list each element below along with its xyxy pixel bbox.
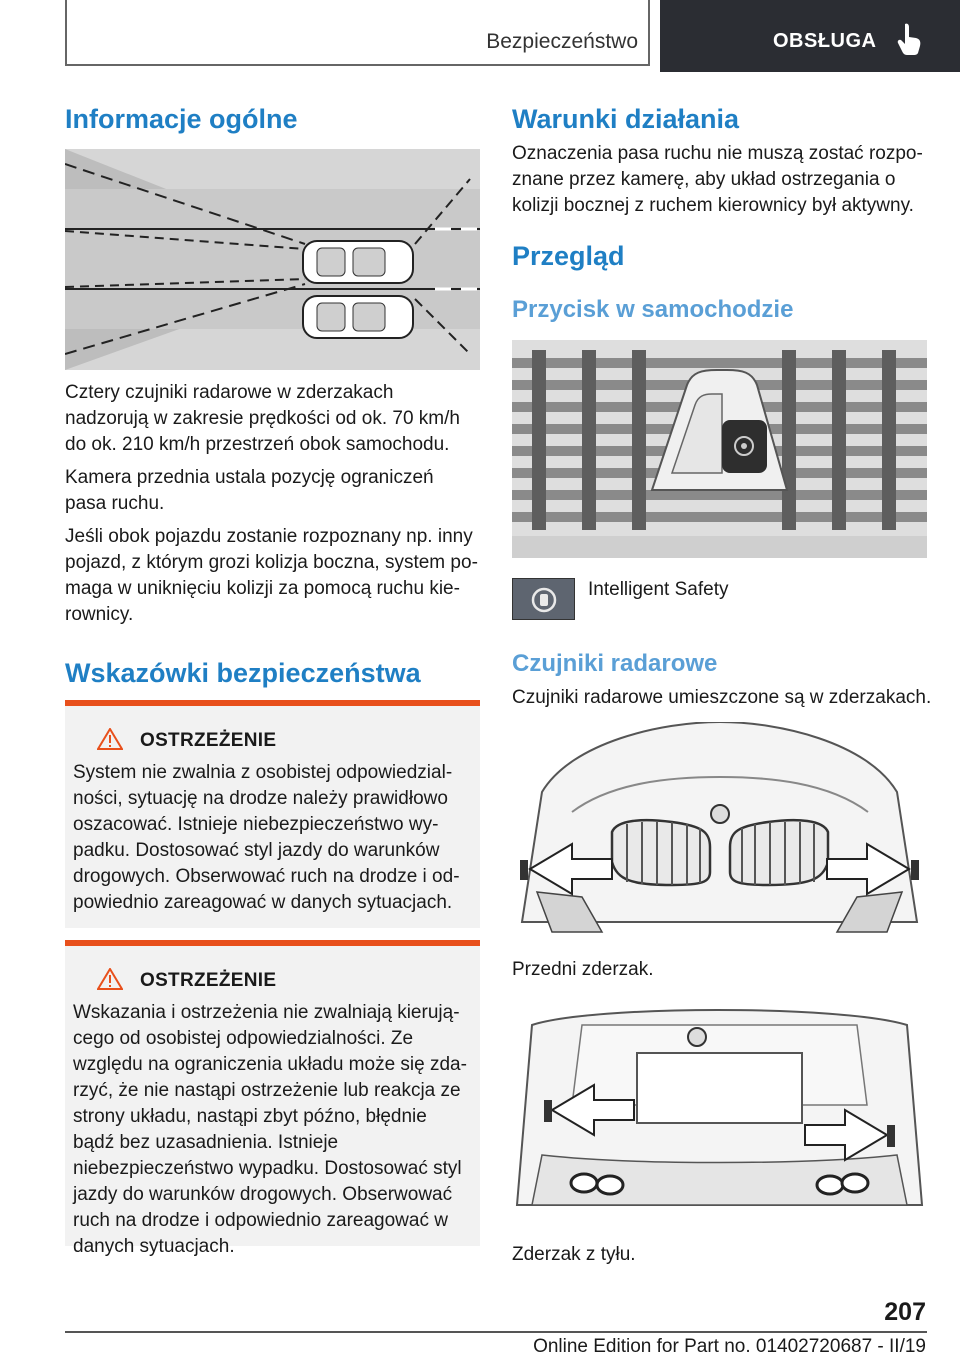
warning-box-2: [65, 940, 480, 1257]
figure-radar-coverage: [65, 149, 480, 370]
warning-text-1: System nie zwalnia z osobistej odpowiedzialności, sytuację na drodze należy prawidłowo oszacować. Istnieje niebezpieczeństwo wypadku. Dostosować styl jazdy do warunków drogowych. Obserwować ruch na drodze i odpowiednio zareagować w danych sytuacjach.: [73, 762, 460, 913]
caption-front-bumper: Przedni zderzak.: [512, 959, 654, 980]
heading-general-info: Informacje ogólne: [65, 104, 298, 134]
pointing-hand-icon: [897, 22, 923, 56]
caption-rear-bumper: Zderzak z tyłu.: [512, 1244, 636, 1265]
figure-rear-bumper: [512, 1005, 927, 1227]
heading-safety-notes: Wskazówki bezpieczeństwa: [65, 658, 421, 688]
button-caption: Intelligent Safety: [588, 579, 729, 600]
page-number: 207: [884, 1298, 926, 1326]
warning-box-1: [65, 700, 480, 928]
warning-triangle-icon: [97, 728, 123, 750]
heading-operating-conditions: Warunki działania: [512, 104, 740, 134]
paragraph-radar: Czujniki radarowe umieszczone są w zderzakach.: [512, 687, 932, 708]
heading-radar-sensors: Czujniki radarowe: [512, 650, 718, 677]
paragraph-collision: Jeśli obok pojazdu zostanie rozpoznany np. inny pojazd, z którym grozi kolizja boczna, system pomaga w uniknięciu kolizji za pomocą ruchu kierownicy.: [65, 526, 478, 625]
warning-triangle-icon: [97, 968, 123, 990]
header-chapter-label: OBSŁUGA: [773, 30, 877, 52]
heading-overview: Przegląd: [512, 241, 625, 271]
intelligent-safety-icon: [513, 579, 576, 621]
heading-button-in-car: Przycisk w samochodzie: [512, 296, 794, 323]
warning-text-2: Wskazania i ostrzeżenia nie zwalniają kierującego od osobistej odpowiedzialności. Ze względu na ograniczenia układu może się zdarzyć, że nie nastąpi ostrzeżenie lub reakcja ze strony układu, nastąpi zbyt późno, błędnie bądź bez uzasadnienia. Istnieje niebezpieczeństwo wypadku. Dostosować styl jazdy do warunków drogowych. Obserwować ruch na drodze i odpowiednio zareagować w danych sytuacjach.: [73, 1002, 467, 1257]
header-chapter-tab: [660, 0, 960, 72]
warning-label-2: OSTRZEŻENIE: [140, 970, 277, 991]
figure-button-in-car: [512, 340, 927, 558]
header-rule-bottom: [65, 64, 650, 66]
header-rule-right: [648, 0, 650, 66]
warning-label-1: OSTRZEŻENIE: [140, 730, 277, 751]
footer-edition: Online Edition for Part no. 01402720687 - II/19: [533, 1336, 926, 1357]
paragraph-conditions: Oznaczenia pasa ruchu nie muszą zostać rozpoznane przez kamerę, aby układ ostrzegania o kolizji bocznej z ruchem kierownicy był aktywny.: [512, 143, 923, 216]
intelligent-safety-button: [512, 578, 575, 620]
figure-front-bumper: [512, 722, 927, 944]
paragraph-camera: Kamera przednia ustala pozycję ograniczeń pasa ruchu.: [65, 467, 434, 514]
footer-rule: [65, 1331, 927, 1333]
header-section-title: Bezpieczeństwo: [486, 30, 638, 53]
header-rule-left: [65, 0, 67, 66]
paragraph-sensors: Cztery czujniki radarowe w zderzakach nadzorują w zakresie prędkości od ok. 70 km/h do ok. 210 km/h przestrzeń obok samochodu.: [65, 382, 460, 455]
